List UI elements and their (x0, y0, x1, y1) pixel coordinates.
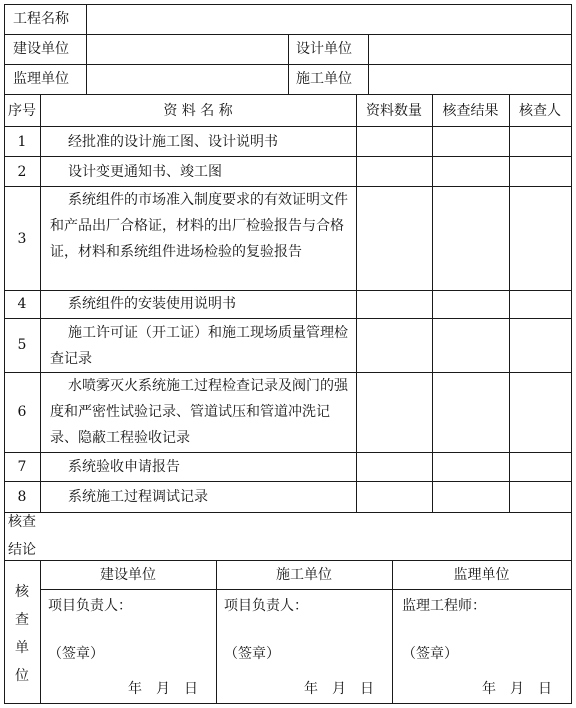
row-line-6 (4, 452, 572, 453)
row-4-no: 4 (17, 296, 27, 312)
row-4-text: 系统组件的安装使用说明书 (68, 296, 236, 312)
sign-1-person: 项目负责人： (48, 598, 132, 614)
row-2-text: 设计变更通知书、竣工图 (68, 164, 222, 180)
sign-2-person: 项目负责人： (224, 598, 308, 614)
border-bottom (4, 703, 572, 704)
sign-2-date: 年 月 日 (304, 681, 374, 697)
row-8-no: 8 (17, 489, 27, 505)
contractor-label: 施工单位 (296, 71, 352, 87)
sign-3-date: 年 月 日 (482, 681, 552, 697)
row-1-text: 经批准的设计施工图、设计说明书 (68, 134, 278, 150)
sign-1-stamp: （签章） (48, 646, 104, 662)
sign-3-person: 监理工程师： (402, 598, 486, 614)
col-result-header: 核查结果 (442, 103, 499, 119)
supervisor-label: 监理单位 (13, 71, 69, 87)
row-line-1 (4, 156, 572, 157)
row-7-no: 7 (17, 459, 27, 475)
conclusion-label: 核查结论 (8, 514, 36, 558)
col-qty-header: 资料数量 (366, 103, 422, 119)
row-line-4 (4, 318, 572, 319)
units-label: 核查单位 (15, 584, 29, 684)
border-right (571, 4, 572, 704)
row-5-text: 施工许可证（开工证）和施工现场质量管理检查记录 (50, 325, 348, 367)
designer-label: 设计单位 (296, 41, 352, 57)
row-7-text: 系统验收申请报告 (68, 459, 180, 475)
sign-2-stamp: （签章） (224, 646, 280, 662)
border-top (4, 4, 572, 5)
col-checker-header: 核查人 (519, 103, 561, 119)
header-divider (86, 4, 87, 94)
row-6-text: 水喷雾灭火系统施工过程检查记录及阀门的强度和严密性试验记录、管道试压和管道冲洗记录、隐蔽工程验收记录 (50, 378, 348, 446)
row-line-8 (4, 512, 572, 513)
col-name-header: 资 料 名 称 (163, 103, 233, 119)
row-6-no: 6 (17, 404, 27, 420)
row-1-no: 1 (17, 134, 27, 150)
sign-1-date: 年 月 日 (128, 681, 198, 697)
sign-2-unit: 施工单位 (276, 567, 332, 583)
project-name-label: 工程名称 (13, 11, 69, 27)
builder-label: 建设单位 (13, 41, 69, 57)
sign-3-stamp: （签章） (402, 646, 458, 662)
header-line-3 (4, 94, 572, 95)
sign-header-line (40, 589, 572, 590)
conclusion-bottom (4, 560, 572, 561)
row-2-no: 2 (17, 164, 27, 180)
row-3-text: 系统组件的市场准入制度要求的有效证明文件和产品出厂合格证，材料的出厂检验报告与合格证，材料和系统组件进场检验的复验报告 (50, 192, 348, 260)
row-3-no: 3 (17, 231, 27, 247)
header-mid-divider (288, 34, 289, 94)
row-8-text: 系统施工过程调试记录 (68, 489, 208, 505)
header-mid-divider-2 (368, 34, 369, 94)
sign-3-unit: 监理单位 (453, 567, 510, 583)
row-5-no: 5 (17, 337, 27, 353)
col-header-bottom (4, 126, 572, 127)
col-seq-header: 序号 (8, 103, 36, 119)
sign-1-unit: 建设单位 (100, 567, 156, 583)
row-line-3 (4, 290, 572, 291)
row-line-7 (4, 481, 572, 482)
